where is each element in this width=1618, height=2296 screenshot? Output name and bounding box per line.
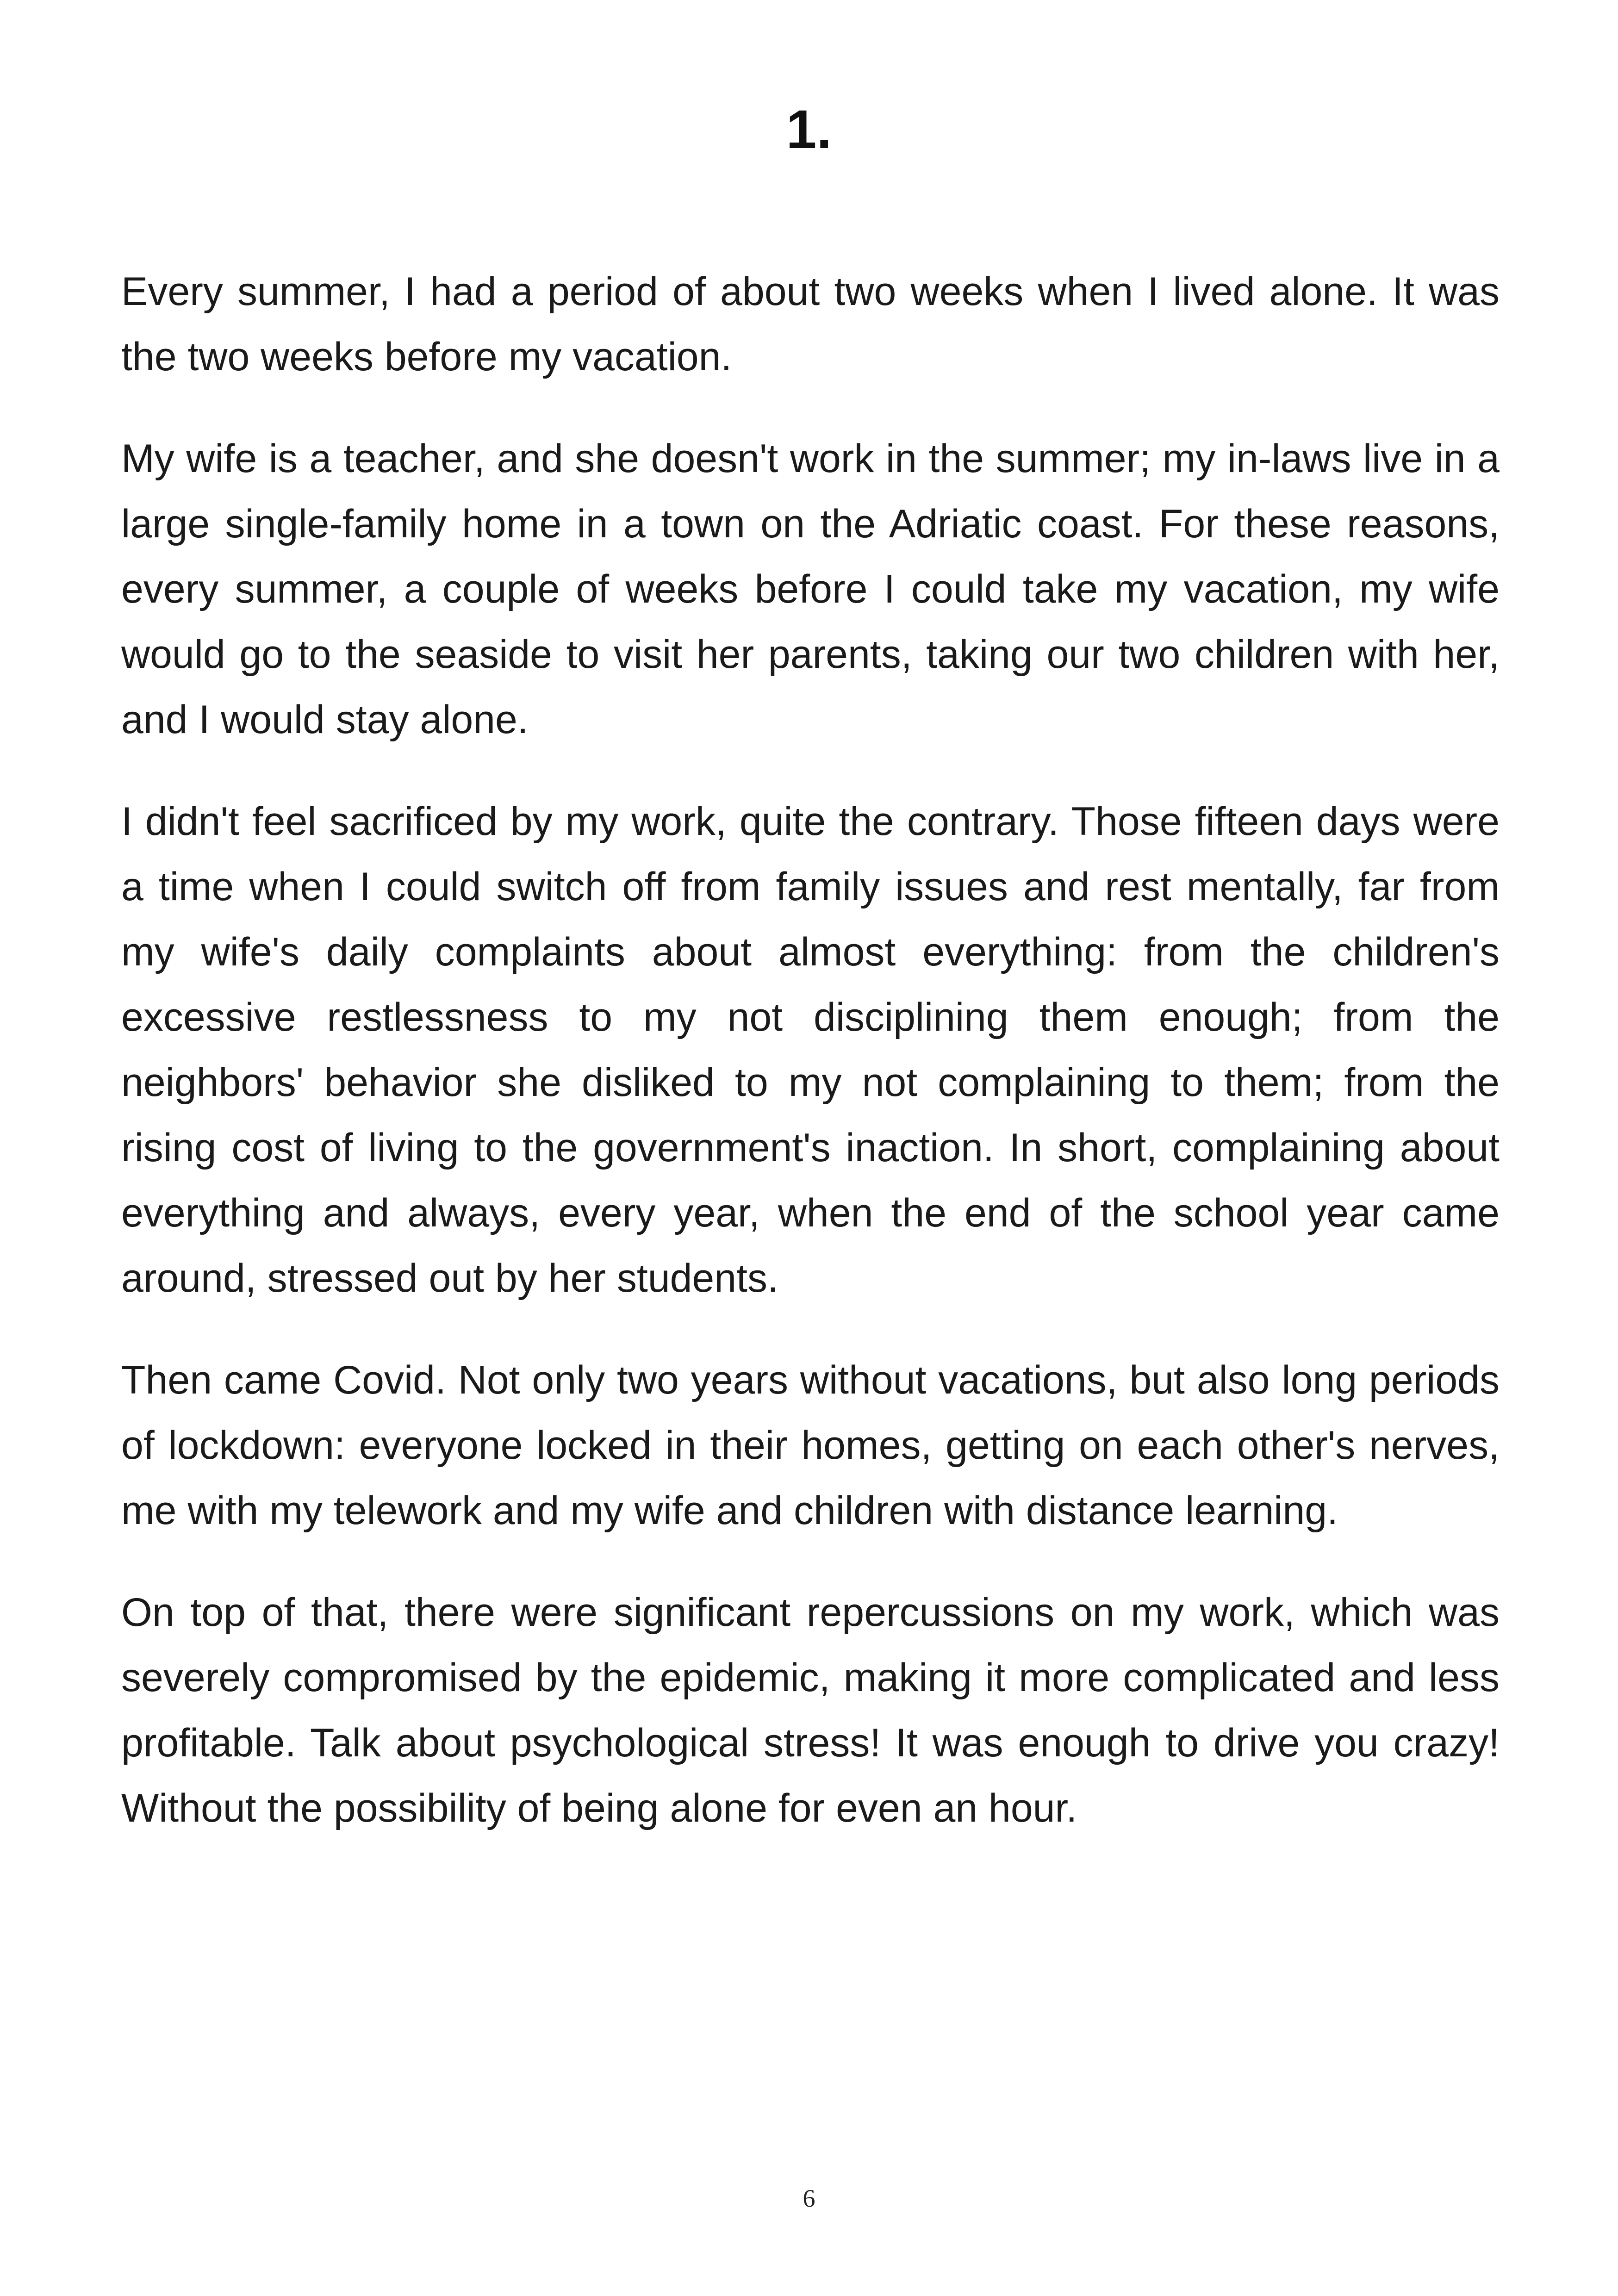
paragraph: On top of that, there were significant repercussions on my work, which was severely compromised by the epidemic, making it more complicated and less profitable. Talk about psychological stress! It was enough to drive you crazy! Without the possibility of being alone for even an hour. xyxy=(121,1590,1500,1830)
paragraph: I didn't feel sacrificed by my work, quite the contrary. Those fifteen days were a time when I could switch off from family issues and rest mentally, far from my wife's daily complaints about almost everything: from the children's excessive restlessness to my not disciplining them enough; from the neighbors' behavior she disliked to my not complaining to them; from the rising cost of living to the government's inaction. In short, complaining about everything and always, every year, when the end of the school year came around, stressed out by her students. xyxy=(121,799,1500,1300)
paragraph: Every summer, I had a period of about two weeks when I lived alone. It was the two weeks before my vacation. xyxy=(121,269,1500,379)
paragraph: Then came Covid. Not only two years without vacations, but also long periods of lockdown: everyone locked in their homes, getting on each other's nerves, me with my telework and my wife and children with distance learning. xyxy=(121,1358,1500,1533)
page-number: 6 xyxy=(803,2184,815,2212)
chapter-body xyxy=(121,259,1500,1878)
chapter-title: 1. xyxy=(786,99,832,160)
paragraph: My wife is a teacher, and she doesn't work in the summer; my in-laws live in a large single-family home in a town on the Adriatic coast. For these reasons, every summer, a couple of weeks before I could take my vacation, my wife would go to the seaside to visit her parents, taking our two children with her, and I would stay alone. xyxy=(121,436,1500,742)
